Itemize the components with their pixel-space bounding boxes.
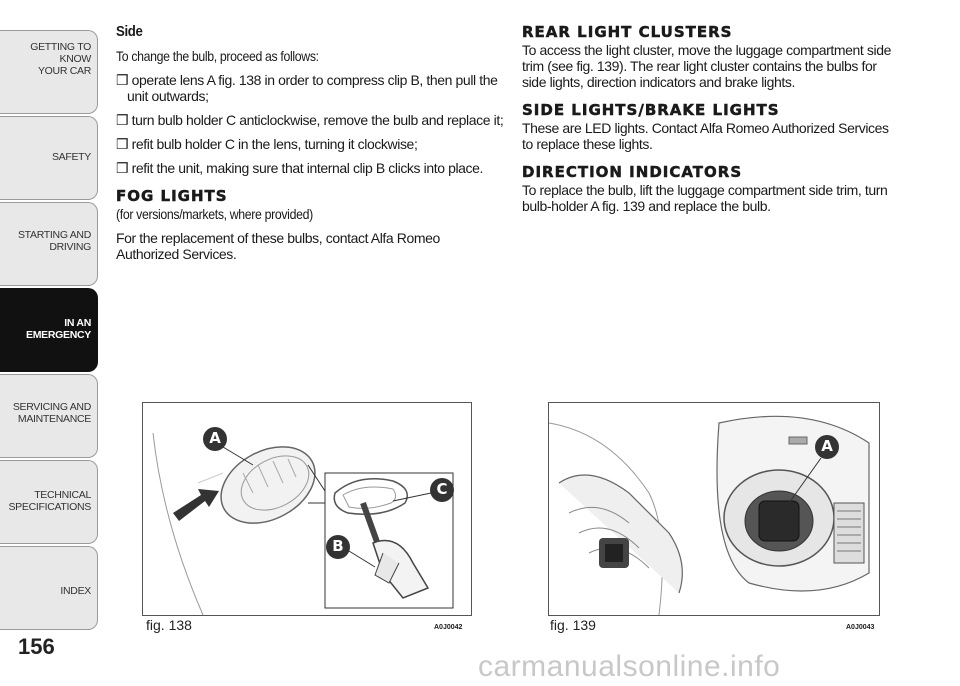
bullet-item xyxy=(116,72,506,104)
fig-139-caption: fig. 139 xyxy=(550,617,596,633)
tab-label: INDEX xyxy=(60,585,91,597)
tab-label: GETTING TO KNOW xyxy=(30,41,91,65)
bullet-item xyxy=(116,136,506,152)
figure-138 xyxy=(142,402,472,616)
tab-index[interactable] xyxy=(0,546,98,630)
fig-139-code: A0J0043 xyxy=(846,624,875,631)
tab-label: SAFETY xyxy=(51,151,91,163)
side-lights-text: These are LED lights. Contact Alfa Romeo Authorized Services to replace these lights. xyxy=(522,120,889,152)
bullet-glyph: ❒ xyxy=(116,72,129,88)
section-subtitle: Side xyxy=(116,23,143,40)
fog-note: (for versions/markets, where provided) xyxy=(116,206,313,222)
tab-servicing[interactable] xyxy=(0,374,98,458)
direction-indicators-text: To replace the bulb, lift the luggage compartment side trim, turn bulb-holder A fig. 139 and replace the bulb. xyxy=(522,182,888,214)
fig-138-illustration xyxy=(143,403,471,615)
fog-text: For the replacement of these bulbs, contact Alfa Romeo Authorized Services. xyxy=(116,230,440,262)
tab-label: SERVICING AND xyxy=(12,401,91,413)
bullet-item xyxy=(116,112,506,128)
fig-138-code: A0J0042 xyxy=(434,624,463,631)
tab-label: EMERGENCY xyxy=(26,329,91,341)
fig-138-caption: fig. 138 xyxy=(146,617,192,633)
tab-label: TECHNICAL xyxy=(34,489,91,501)
direction-indicators-heading: DIRECTION INDICATORS xyxy=(522,163,743,181)
chapter-sidebar xyxy=(0,0,100,640)
label-a: A xyxy=(821,437,833,455)
tab-label: SPECIFICATIONS xyxy=(8,501,91,513)
label-b: B xyxy=(332,537,344,555)
tab-label: YOUR CAR xyxy=(37,65,91,77)
tab-starting-driving[interactable] xyxy=(0,202,98,286)
label-c: C xyxy=(436,480,448,498)
bullet-text: refit bulb holder C in the lens, turning it clockwise; xyxy=(131,136,418,152)
tab-in-an-emergency[interactable] xyxy=(0,288,98,372)
bullet-text: operate lens A fig. 138 in order to compress clip B, then pull the unit outwards; xyxy=(127,72,498,104)
side-lights-heading: SIDE LIGHTS/BRAKE LIGHTS xyxy=(522,101,780,119)
tab-safety[interactable] xyxy=(0,116,98,200)
page-number: 156 xyxy=(18,634,55,659)
bullet-glyph: ❒ xyxy=(116,112,129,128)
fig-139-illustration xyxy=(549,403,879,615)
intro-text: To change the bulb, proceed as follows: xyxy=(116,48,319,64)
figure-139 xyxy=(548,402,880,616)
label-a: A xyxy=(209,429,221,447)
tab-technical-specs[interactable] xyxy=(0,460,98,544)
tab-label: MAINTENANCE xyxy=(17,413,91,425)
fog-lights-heading: FOG LIGHTS xyxy=(116,187,228,205)
tab-label: STARTING AND xyxy=(17,229,91,241)
bullet-item xyxy=(116,160,506,176)
watermark: carmanualsonline.info xyxy=(478,650,781,683)
bullet-text: turn bulb holder C anticlockwise, remove the bulb and replace it; xyxy=(131,112,504,128)
rear-light-heading: REAR LIGHT CLUSTERS xyxy=(522,23,733,41)
bullet-glyph: ❒ xyxy=(116,160,129,176)
right-column xyxy=(522,24,900,214)
tab-label: DRIVING xyxy=(49,241,91,253)
bullet-text: refit the unit, making sure that internal clip B clicks into place. xyxy=(131,160,484,176)
bullet-glyph: ❒ xyxy=(116,136,129,152)
tab-getting-to-know[interactable] xyxy=(0,30,98,114)
tab-label: IN AN xyxy=(64,317,91,329)
rear-light-text: To access the light cluster, move the luggage compartment side trim (see fig. 139). The rear light cluster contains the bulbs for side lights, direction indicators and brake lights. xyxy=(522,42,891,90)
left-column xyxy=(116,23,504,262)
